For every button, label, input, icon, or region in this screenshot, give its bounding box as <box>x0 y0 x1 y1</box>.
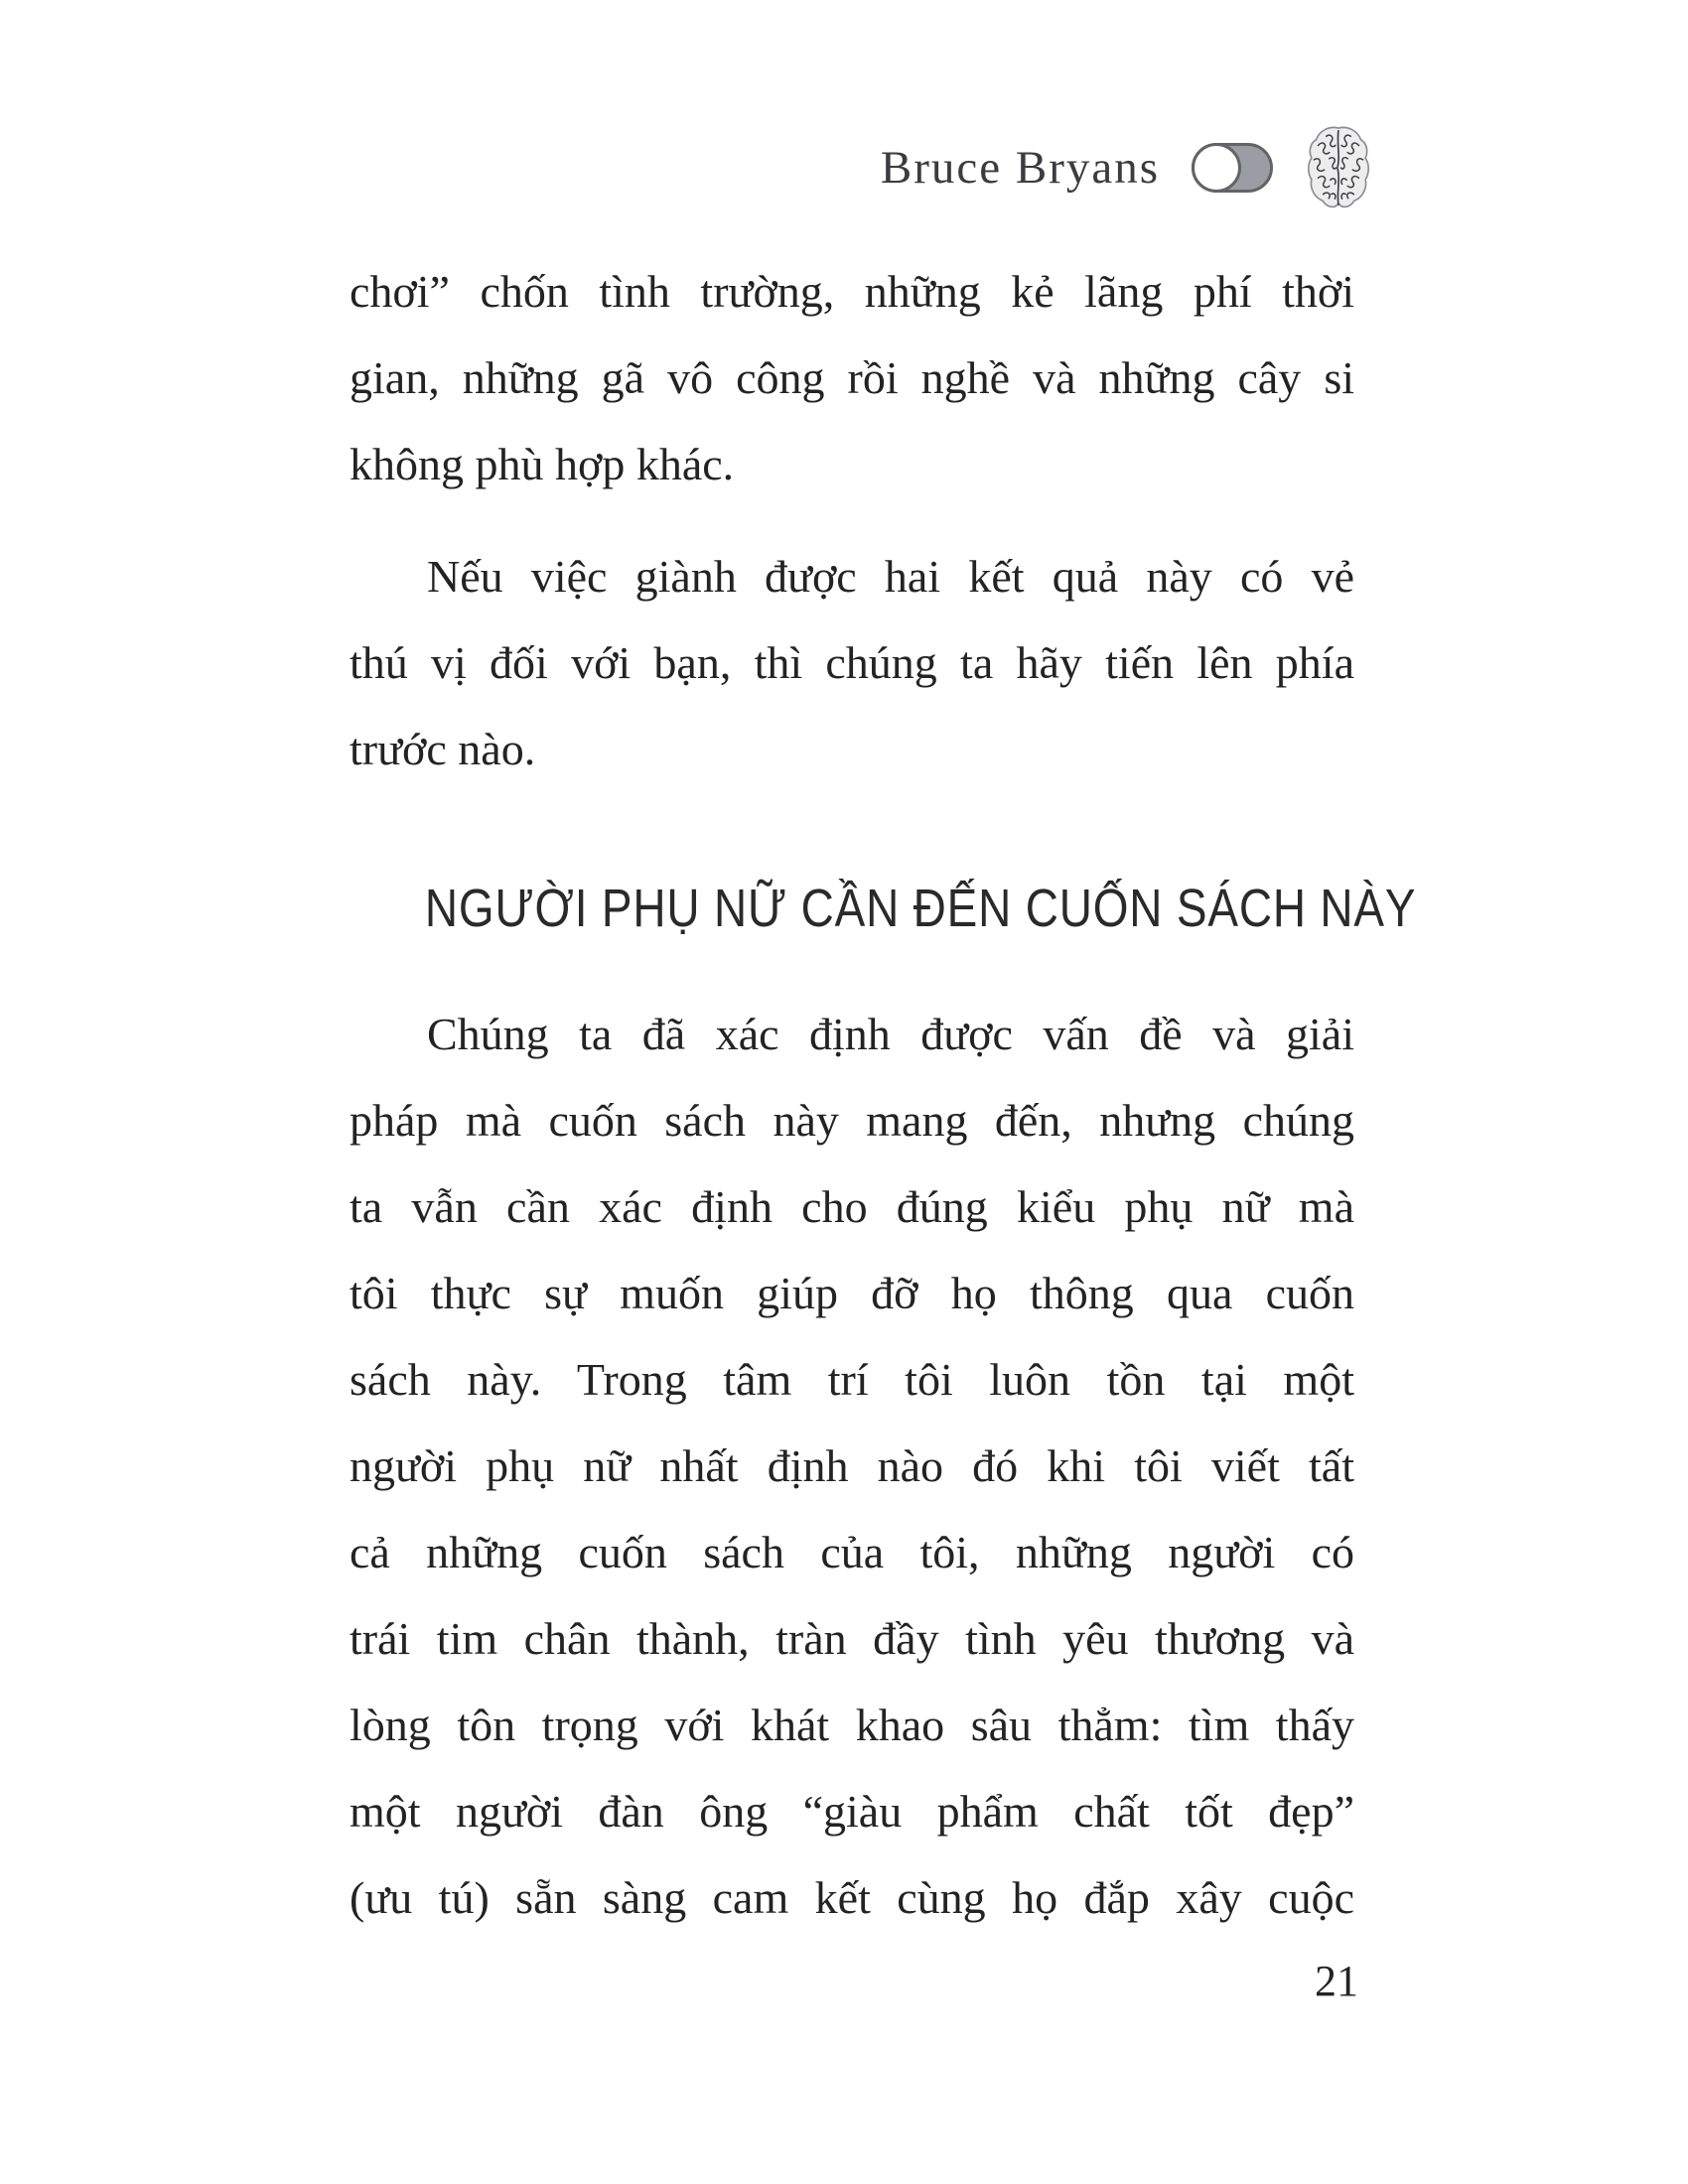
author-name: Bruce Bryans <box>880 142 1160 194</box>
brain-icon <box>1305 125 1372 210</box>
text-column <box>350 248 1417 1941</box>
paragraph <box>350 991 1354 1941</box>
toggle-switch-icon <box>1192 143 1273 193</box>
text-line: cả những cuốn sách của tôi, những người có <box>350 1527 1354 1577</box>
text-line: pháp mà cuốn sách này mang đến, nhưng chúng <box>350 1095 1354 1146</box>
text-line: Chúng ta đã xác định được vấn đề và giải <box>427 1009 1354 1059</box>
text-line: người phụ nữ nhất định nào đó khi tôi viết tất <box>350 1440 1354 1491</box>
page-number: 21 <box>1315 1957 1358 2005</box>
page-header <box>881 125 1372 210</box>
text-line: không phù hợp khác. <box>350 439 735 489</box>
text-line: thú vị đối với bạn, thì chúng ta hãy tiến lên phía <box>350 637 1354 688</box>
section-heading: NGƯỜI PHỤ NỮ CẦN ĐẾN CUỐN SÁCH NÀY <box>424 879 1417 938</box>
text-line: chơi” chốn tình trường, những kẻ lãng phí thời <box>350 266 1354 317</box>
text-line: ta vẫn cần xác định cho đúng kiểu phụ nữ mà <box>350 1181 1354 1232</box>
text-line: trước nào. <box>350 724 536 774</box>
text-line: sách này. Trong tâm trí tôi luôn tồn tại một <box>350 1354 1354 1405</box>
text-line: lòng tôn trọng với khát khao sâu thẳm: tìm thấy <box>350 1700 1354 1750</box>
toggle-knob <box>1192 143 1241 193</box>
text-line: trái tim chân thành, tràn đầy tình yêu thương và <box>350 1613 1354 1664</box>
text-line: (ưu tú) sẵn sàng cam kết cùng họ đắp xây cuộc <box>350 1872 1354 1923</box>
paragraph <box>350 533 1354 792</box>
paragraph <box>350 248 1354 507</box>
text-line: tôi thực sự muốn giúp đỡ họ thông qua cuốn <box>350 1268 1354 1318</box>
text-line: Nếu việc giành được hai kết quả này có vẻ <box>427 551 1354 602</box>
text-line: gian, những gã vô công rồi nghề và những cây si <box>350 352 1354 403</box>
text-line: một người đàn ông “giàu phẩm chất tốt đẹp” <box>350 1786 1354 1837</box>
